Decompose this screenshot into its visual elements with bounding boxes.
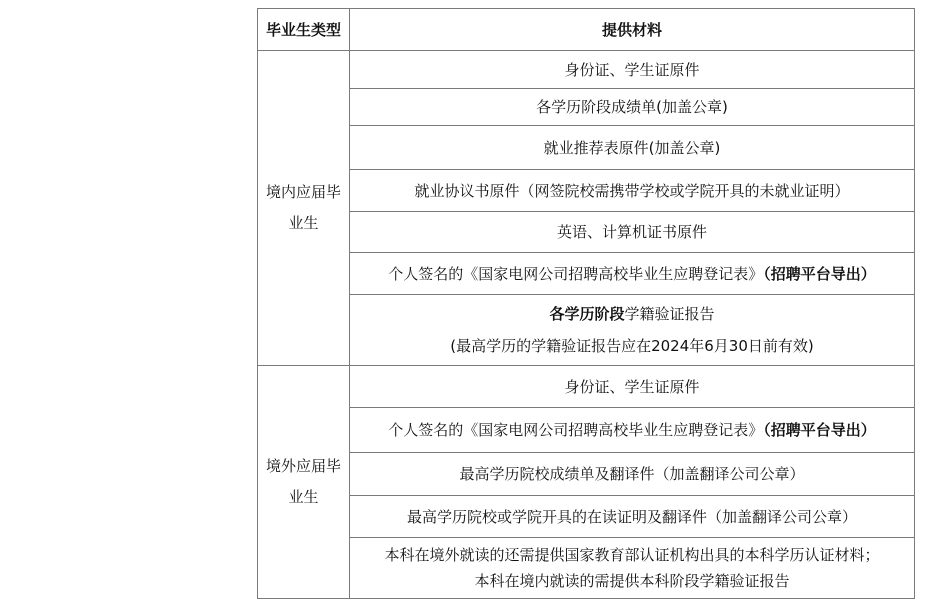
material-item xyxy=(350,253,915,295)
table-row xyxy=(258,295,915,366)
material-text: 个人签名的《国家电网公司招聘高校毕业生应聘登记表》 xyxy=(388,264,764,283)
table-row xyxy=(258,170,915,212)
material-item: 身份证、学生证原件 xyxy=(350,51,915,89)
material-bold-note: （招聘平台导出） xyxy=(763,421,876,439)
material-item: 最高学历院校成绩单及翻译件（加盖翻译公司公章） xyxy=(350,453,915,496)
header-graduate-type: 毕业生类型 xyxy=(258,9,350,51)
category-domestic: 境内应届毕业生 xyxy=(258,51,350,366)
material-item: 英语、计算机证书原件 xyxy=(350,212,915,253)
table-row xyxy=(258,89,915,126)
material-item xyxy=(350,295,915,366)
table-row xyxy=(258,453,915,496)
material-item: 就业推荐表原件(加盖公章) xyxy=(350,126,915,170)
material-item xyxy=(350,538,915,599)
materials-table xyxy=(257,8,915,599)
header-materials: 提供材料 xyxy=(350,9,915,51)
material-line: 本科在境外就读的还需提供国家教育部认证机构出具的本科学历认证材料； xyxy=(384,546,880,564)
table-row xyxy=(258,538,915,599)
material-line: 本科在境内就读的需提供本科阶段学籍验证报告 xyxy=(474,572,790,590)
table-row xyxy=(258,496,915,538)
table-row xyxy=(258,212,915,253)
material-item: 各学历阶段成绩单(加盖公章) xyxy=(350,89,915,126)
header-row xyxy=(258,9,915,51)
material-bold-prefix: 各学历阶段 xyxy=(549,305,625,323)
table-row xyxy=(258,126,915,170)
material-note: (最高学历的学籍验证报告应在2024年6月30日前有效) xyxy=(450,337,814,355)
material-text: 个人签名的《国家电网公司招聘高校毕业生应聘登记表》 xyxy=(388,421,764,439)
material-line xyxy=(356,304,908,324)
material-text: 学籍验证报告 xyxy=(624,305,715,323)
category-overseas: 境外应届毕业生 xyxy=(258,366,350,599)
material-item: 身份证、学生证原件 xyxy=(350,366,915,408)
table-row xyxy=(258,253,915,295)
material-item: 就业协议书原件（网签院校需携带学校或学院开具的未就业证明） xyxy=(350,170,915,212)
material-bold-note: （招聘平台导出） xyxy=(763,264,876,283)
table-row xyxy=(258,408,915,453)
table-row xyxy=(258,366,915,408)
table-row xyxy=(258,51,915,89)
material-item: 最高学历院校或学院开具的在读证明及翻译件（加盖翻译公司公章） xyxy=(350,496,915,538)
material-item xyxy=(350,408,915,453)
